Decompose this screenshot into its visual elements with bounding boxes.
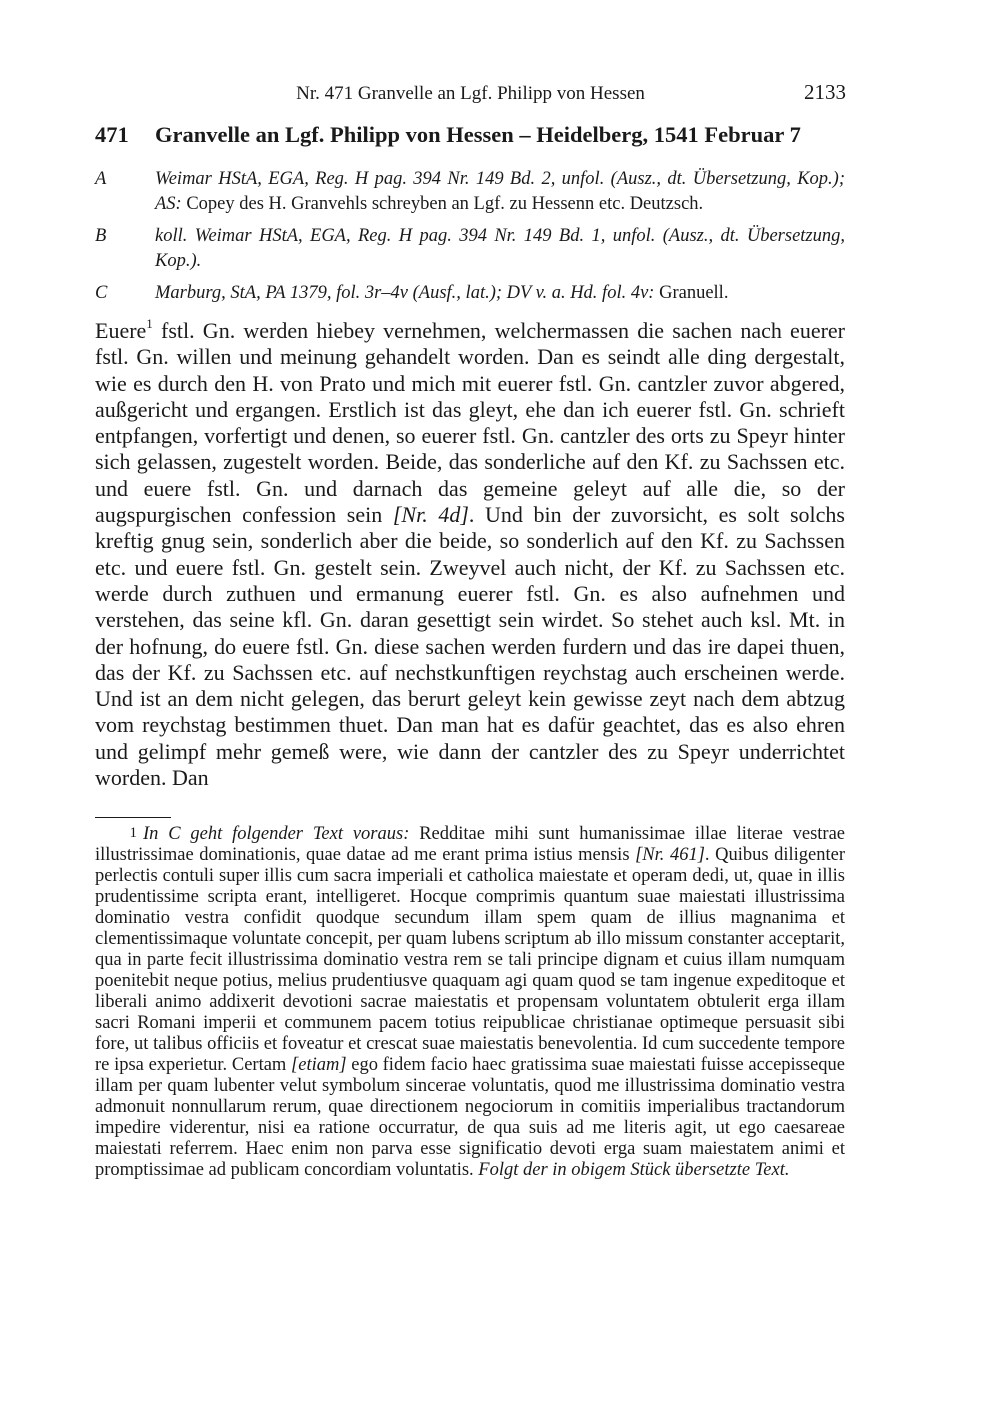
source-list [95, 167, 845, 313]
body-text-part2: . Und bin der zuvorsicht, es solt solchs kreftig gnug sein, sonderlich aber die beide, so sonderlich auf den Kf. zu Sachssen etc. und euere fstl. Gn. gestelt sein. Zweyvel auch nicht, der Kf. zu Sachssen etc. werde durch zuthuen und ermanung euerer fstl. Gn. es also aufnehmen und verstehen, das seine kfl. Gn. daran gesettigt sein wirdet. So stehet auch ksl. Mt. in der hofnung, do euere fstl. Gn. diese sachen werden furdern und das ire dapei thuen, das der Kf. zu Sachssen etc. auf nechstkunftigen reychstag auch erscheinen werde. Und ist an dem nicht gelegen, das berurt geleyt kein gewisse zeyt nach dem abtzug vom reychstag bestimmen thuet. Dan man hat es dafür geachtet, das es also ehren und gelimpf mehr gemeß were, wie dann der cantzler des zu Speyr underrichtet worden. Dan [95, 502, 845, 791]
source-archive-text: koll. Weimar HStA, EGA, Reg. H pag. 394 Nr. 149 Bd. 1, unfol. (Ausz., dt. Übersetzung, Kop.). [155, 226, 845, 271]
footnote-number: 1 [129, 825, 137, 841]
source-archive-text: Marburg, StA, PA 1379, fol. 3r–4v (Ausf., lat.); DV v. a. Hd. fol. 4v: [155, 283, 655, 303]
source-description [155, 224, 845, 274]
footnote-intro: In C geht folgender Text voraus: [143, 824, 410, 844]
document-heading [95, 122, 855, 148]
source-siglum: C [95, 283, 108, 303]
footnote-text-part3: ego fidem facio haec gratissima suae maiestati fuisse accepisseque illam per quam lubenter velut symbolum sincerae voluntatis, quod me illustrissima dominatio vestra admonuit nonnullarum rerum, quae directionem negociorum in comitiis imperialibus tractandorum impedire viderentur, nisi ea ratione occurratur, de qua suis ad me literis agit, ut ego caesareae maiestati referrem. Haec enim non parva esse significatio devoti erga suam maiestatem animi et promptissimae ad publicam concordiam voluntatis. [95, 1055, 845, 1180]
source-entry-b [95, 224, 845, 274]
footnote-reference-2: [etiam] [291, 1055, 347, 1075]
letter-body [95, 315, 845, 791]
footnote-reference: 1 [146, 315, 153, 331]
source-entry-a [95, 167, 845, 217]
first-word: Euere [95, 318, 147, 343]
footnote [95, 823, 845, 1181]
source-description [155, 281, 845, 306]
footnote-text-part2: . Quibus diligenter perlectis contuli super illis cum sacra imperiali et catholica maiestate et operam dedi, ut, quae in illis prudentissime scripta erant, intelligeret. Hocque comprimis quantum suae maiestati illustrissima dominatio vestra confidit quodque secundum illam spem quam de illius magnanima et clementissimaque voluntate concepit, per quam lubens scriptum ab illo missum constanter acceptarit, qua in parte fecit illustrissima dominatio vestra rem se tali principe dignam et cuius illam numquam poenitebit neque potius, melius prudentiusve quaquam agi quam quod se tam ingenue expeditoque et liberali animo addixerit devotioni sacrae maiestatis et propensam voluntatem obtulerit erga illam sacri Romani imperii et communem pacem totius reipublicae christianae optimeque persuasit sibi fore, ut talibus officiis et foveatur et crescat suae maiestatis benevolentia. Id cum succedente tempore re ipsa experietur. Certam [95, 845, 846, 1075]
running-head [95, 80, 846, 108]
body-text-part1: fstl. Gn. werden hiebey vernehmen, welchermassen die sachen nach euerer fstl. Gn. willen und meinung gehandelt worden. Dan es seindt alle ding dergestalt, wie es durch den H. von Prato und mich mit euerer fstl. Gn. cantzler zuvor abgered, außgericht und ergangen. Erstlich ist das gleyt, ehe dan ich euerer fstl. Gn. schrieft entpfangen, vorfertigt und denen, so euerer fstl. Gn. cantzler des orts zu Speyr hinter sich gelassen, zugestelt worden. Beide, das sonderliche auf den Kf. zu Sachssen etc. und euere fstl. Gn. und darnach das gemeine geleyt auf alle die, so der augspurgischen confession sein [95, 318, 845, 528]
footnote-divider [95, 817, 171, 818]
source-description [155, 167, 845, 217]
source-note-text: Copey des H. Granvehls schreyben an Lgf. zu Hessenn etc. Deutzsch. [186, 194, 704, 214]
footnote-reference-1: [Nr. 461] [635, 845, 705, 865]
source-entry-c [95, 281, 845, 306]
footnote-closing: Folgt der in obigem Stück übersetzte Text. [478, 1160, 790, 1180]
page-number: 2133 [804, 80, 846, 104]
document-title: Granvelle an Lgf. Philipp von Hessen – Heidelberg, 1541 Februar 7 [155, 122, 801, 147]
source-note-text: Granuell. [659, 283, 729, 303]
footnote-text-part1: Redditae mihi sunt humanissimae illae literae vestrae illustrissimae dominationis, quae datae ad me erant prima istius mensis [95, 824, 846, 865]
source-archive-text: Weimar HStA, EGA, Reg. H pag. 394 Nr. 149 Bd. 2, unfol. (Ausz., dt. Übersetzung, Kop.); AS: [155, 169, 845, 214]
cross-reference: [Nr. 4d] [392, 502, 469, 528]
document-number: 471 [95, 122, 129, 147]
source-siglum: A [95, 169, 107, 189]
running-title: Nr. 471 Granvelle an Lgf. Philipp von Hessen [296, 83, 645, 104]
source-siglum: B [95, 226, 107, 246]
